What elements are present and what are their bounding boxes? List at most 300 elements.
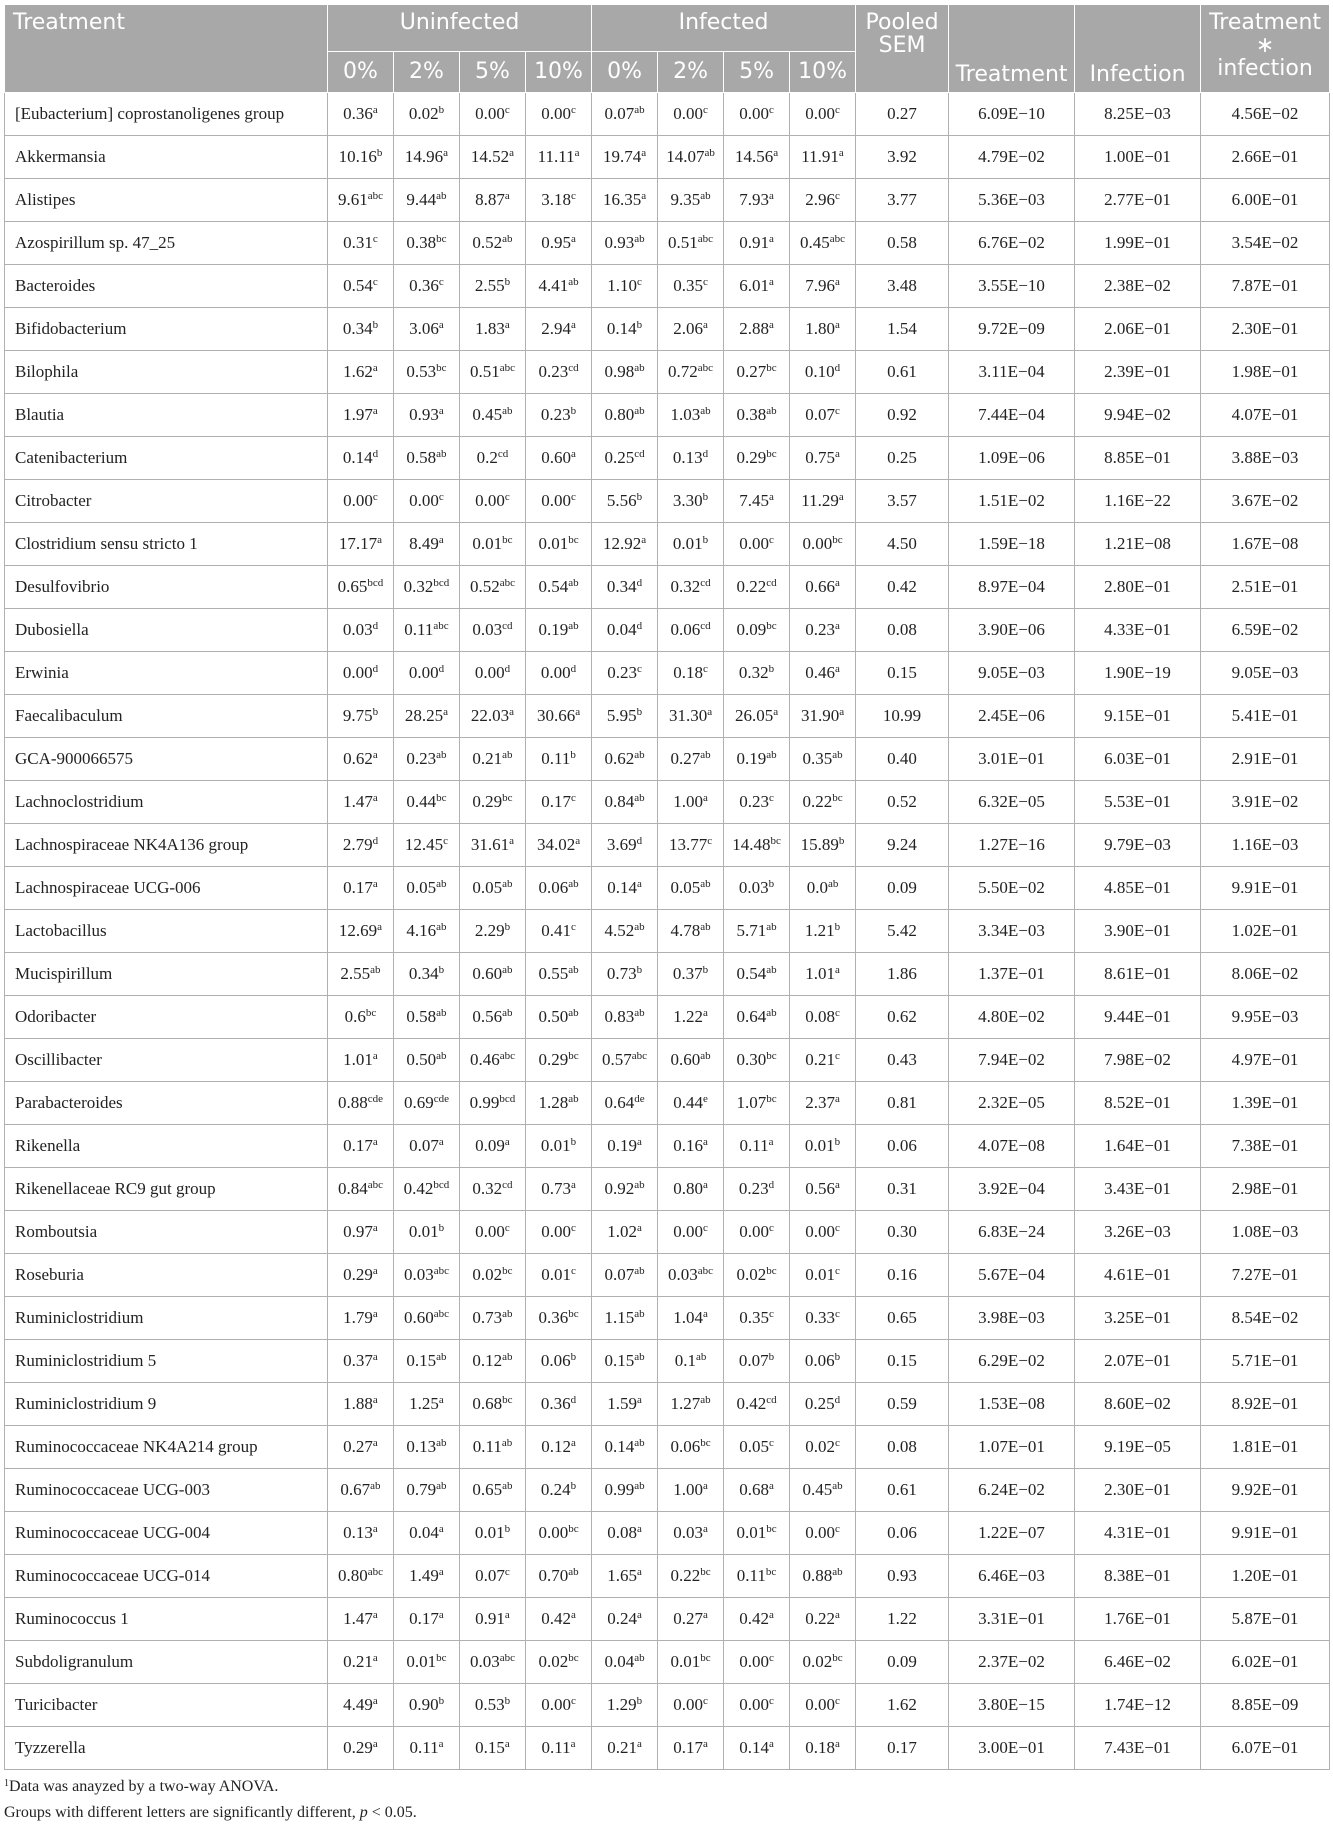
p-treatment-cell: 6.76E−02 — [949, 222, 1075, 265]
header-p-interaction: Treatment ∗ infection — [1201, 5, 1330, 93]
mean-value: 12.45 — [404, 835, 444, 854]
significance-letters: ab — [766, 964, 777, 976]
significance-letters: ab — [502, 878, 513, 890]
significance-letters: b — [438, 1222, 445, 1234]
significance-letters: ab — [436, 1050, 447, 1062]
mean-value: 0.30 — [736, 1050, 767, 1069]
p-interaction-cell: 2.30E−01 — [1201, 308, 1330, 351]
infected-value-cell — [724, 1340, 790, 1383]
significance-letters: a — [377, 921, 383, 933]
uninfected-value-cell — [394, 953, 460, 996]
mean-value: 0.03 — [673, 1523, 703, 1542]
uninfected-value-cell — [526, 1598, 592, 1641]
uninfected-value-cell — [460, 781, 526, 824]
taxon-name: Parabacteroides — [5, 1082, 328, 1125]
mean-value: 0.23 — [540, 405, 571, 424]
mean-value: 0.52 — [472, 233, 503, 252]
significance-letters: abc — [367, 190, 383, 202]
mean-value: 15.89 — [800, 835, 839, 854]
infected-value-cell — [592, 179, 658, 222]
infected-value-cell — [658, 695, 724, 738]
significance-letters: c — [570, 921, 576, 933]
uninfected-value-cell — [394, 93, 460, 136]
significance-letters: d — [372, 448, 379, 460]
table-row — [5, 1082, 1330, 1125]
p-interaction-cell: 7.87E−01 — [1201, 265, 1330, 308]
taxon-name: Roseburia — [5, 1254, 328, 1297]
p-infection-cell: 1.99E−01 — [1075, 222, 1201, 265]
pooled-sem-cell: 0.27 — [856, 93, 949, 136]
pooled-sem-cell: 0.92 — [856, 394, 949, 437]
uninfected-value-cell — [526, 695, 592, 738]
significance-letters: a — [509, 706, 515, 718]
p-infection-cell: 8.61E−01 — [1075, 953, 1201, 996]
significance-letters: b — [438, 964, 445, 976]
mean-value: 1.62 — [343, 362, 373, 381]
mean-value: 0.69 — [403, 1093, 434, 1112]
uninfected-value-cell — [328, 1211, 394, 1254]
taxon-name: GCA-900066575 — [5, 738, 328, 781]
mean-value: 13.77 — [668, 835, 708, 854]
infected-value-cell — [592, 1297, 658, 1340]
significance-letters: ab — [502, 749, 513, 761]
uninfected-value-cell — [460, 566, 526, 609]
significance-letters: a — [570, 1738, 576, 1750]
uninfected-value-cell — [328, 781, 394, 824]
mean-value: 5.56 — [606, 491, 637, 510]
infected-value-cell — [658, 996, 724, 1039]
mean-value: 9.35 — [670, 190, 701, 209]
mean-value: 0.07 — [409, 1136, 439, 1155]
mean-value: 0.53 — [474, 1695, 505, 1714]
mean-value: 0.11 — [409, 1738, 439, 1757]
uninfected-value-cell — [526, 1168, 592, 1211]
significance-letters: a — [702, 1179, 708, 1191]
p-treatment-cell: 1.22E−07 — [949, 1512, 1075, 1555]
significance-letters: a — [768, 1738, 774, 1750]
infected-value-cell — [790, 394, 856, 437]
mean-value: 0.80 — [337, 1566, 368, 1585]
p-infection-cell: 7.98E−02 — [1075, 1039, 1201, 1082]
mean-value: 0.54 — [538, 577, 569, 596]
infected-value-cell — [724, 1598, 790, 1641]
significance-letters: cd — [700, 577, 711, 589]
pooled-sem-cell: 4.50 — [856, 523, 949, 566]
mean-value: 4.41 — [538, 276, 569, 295]
mean-value: 0.60 — [541, 448, 571, 467]
significance-letters: a — [372, 1652, 378, 1664]
mean-value: 0.83 — [604, 1007, 635, 1026]
infected-value-cell — [658, 1297, 724, 1340]
significance-letters: bc — [766, 1093, 777, 1105]
significance-letters: b — [636, 964, 643, 976]
significance-letters: a — [702, 792, 708, 804]
significance-letters: a — [636, 1523, 642, 1535]
pooled-sem-cell: 0.16 — [856, 1254, 949, 1297]
infected-value-cell — [724, 523, 790, 566]
significance-letters: b — [838, 835, 845, 847]
table-row — [5, 824, 1330, 867]
p-infection-cell: 8.85E−01 — [1075, 437, 1201, 480]
mean-value: 0.00 — [541, 104, 571, 123]
mean-value: 0.29 — [538, 1050, 569, 1069]
footnote-significance — [4, 1804, 417, 1822]
significance-letters: ab — [832, 1480, 843, 1492]
mean-value: 0.23 — [538, 362, 569, 381]
infected-value-cell — [658, 351, 724, 394]
mean-value: 2.55 — [340, 964, 371, 983]
taxon-name: Erwinia — [5, 652, 328, 695]
significance-letters: c — [702, 276, 708, 288]
mean-value: 11.29 — [801, 491, 839, 510]
infected-value-cell — [658, 523, 724, 566]
infected-value-cell — [658, 1168, 724, 1211]
significance-letters: cd — [568, 362, 579, 374]
significance-letters: ab — [766, 921, 777, 933]
uninfected-value-cell — [460, 953, 526, 996]
mean-value: 0.00 — [343, 491, 373, 510]
significance-letters: ab — [700, 749, 711, 761]
significance-letters: ab — [634, 1351, 645, 1363]
p-infection-cell: 8.60E−02 — [1075, 1383, 1201, 1426]
significance-letters: a — [509, 147, 515, 159]
p-treatment-cell: 4.07E−08 — [949, 1125, 1075, 1168]
mean-value: 17.17 — [338, 534, 378, 553]
significance-letters: d — [372, 663, 379, 675]
p-treatment-cell: 4.79E−02 — [949, 136, 1075, 179]
mean-value: 1.04 — [673, 1308, 703, 1327]
uninfected-value-cell — [328, 136, 394, 179]
mean-value: 1.21 — [804, 921, 835, 940]
mean-value: 0.07 — [475, 1566, 505, 1585]
uninfected-value-cell — [328, 1039, 394, 1082]
significance-letters: b — [636, 319, 643, 331]
uninfected-value-cell — [460, 1469, 526, 1512]
significance-letters: bcd — [433, 577, 450, 589]
taxon-name: Desulfovibrio — [5, 566, 328, 609]
mean-value: 1.88 — [343, 1394, 373, 1413]
p-treatment-cell: 3.34E−03 — [949, 910, 1075, 953]
mean-value: 0.15 — [406, 1351, 437, 1370]
mean-value: 1.07 — [736, 1093, 767, 1112]
pooled-sem-cell: 0.31 — [856, 1168, 949, 1211]
p-interaction-cell: 7.27E−01 — [1201, 1254, 1330, 1297]
mean-value: 19.74 — [602, 147, 642, 166]
mean-value: 0.42 — [541, 1609, 571, 1628]
mean-value: 1.00 — [673, 1480, 703, 1499]
mean-value: 0.01 — [538, 534, 569, 553]
significance-letters: bc — [568, 534, 579, 546]
significance-letters: bc — [568, 1050, 579, 1062]
significance-letters: abc — [367, 1566, 383, 1578]
significance-letters: d — [636, 620, 643, 632]
significance-letters: a — [834, 448, 840, 460]
significance-letters: c — [636, 276, 642, 288]
mean-value: 1.65 — [607, 1566, 637, 1585]
mean-value: 0.14 — [739, 1738, 769, 1757]
mean-value: 14.96 — [404, 147, 444, 166]
uninfected-value-cell — [394, 179, 460, 222]
uninfected-value-cell — [526, 566, 592, 609]
mean-value: 1.22 — [673, 1007, 703, 1026]
uninfected-value-cell — [394, 1426, 460, 1469]
p-interaction-cell: 6.07E−01 — [1201, 1727, 1330, 1770]
uninfected-value-cell — [526, 738, 592, 781]
uninfected-value-cell — [394, 1684, 460, 1727]
uninfected-value-cell — [460, 480, 526, 523]
significance-letters: bc — [365, 1007, 377, 1019]
infected-value-cell — [790, 1426, 856, 1469]
uninfected-value-cell — [394, 1297, 460, 1340]
mean-value: 0.12 — [472, 1351, 503, 1370]
uninfected-value-cell — [460, 1125, 526, 1168]
significance-letters: a — [372, 1394, 378, 1406]
table-row — [5, 566, 1330, 609]
mean-value: 0.08 — [607, 1523, 637, 1542]
header-p-infection: Infection — [1075, 5, 1201, 93]
infected-value-cell — [592, 1039, 658, 1082]
significance-letters: c — [504, 1566, 510, 1578]
mean-value: 1.80 — [805, 319, 835, 338]
header-uninfected-10: 10% — [526, 52, 592, 93]
infected-value-cell — [592, 1254, 658, 1297]
infected-value-cell — [790, 652, 856, 695]
infected-value-cell — [724, 1383, 790, 1426]
uninfected-value-cell — [394, 351, 460, 394]
infected-value-cell — [790, 351, 856, 394]
mean-value: 0.38 — [736, 405, 767, 424]
p-treatment-cell: 4.80E−02 — [949, 996, 1075, 1039]
uninfected-value-cell — [394, 308, 460, 351]
mean-value: 0.84 — [604, 792, 635, 811]
mean-value: 7.45 — [739, 491, 769, 510]
significance-letters: b — [636, 491, 643, 503]
mean-value: 0.34 — [342, 319, 373, 338]
mean-value: 4.49 — [343, 1695, 373, 1714]
p-infection-cell: 6.46E−02 — [1075, 1641, 1201, 1684]
infected-value-cell — [724, 695, 790, 738]
infected-value-cell — [790, 1598, 856, 1641]
significance-letters: cd — [634, 448, 645, 460]
mean-value: 0.08 — [805, 1007, 835, 1026]
significance-letters: a — [570, 319, 576, 331]
infected-value-cell — [592, 695, 658, 738]
p-infection-cell: 2.77E−01 — [1075, 179, 1201, 222]
mean-value: 0.33 — [805, 1308, 835, 1327]
pooled-sem-cell: 0.62 — [856, 996, 949, 1039]
infected-value-cell — [658, 652, 724, 695]
data-table-container — [4, 4, 1329, 1770]
significance-letters: ab — [568, 620, 579, 632]
infected-value-cell — [658, 1082, 724, 1125]
mean-value: 1.01 — [343, 1050, 373, 1069]
mean-value: 0.73 — [541, 1179, 571, 1198]
mean-value: 0.02 — [805, 1437, 835, 1456]
significance-letters: ab — [634, 1652, 645, 1664]
significance-letters: ab — [568, 878, 579, 890]
uninfected-value-cell — [328, 566, 394, 609]
mean-value: 0.04 — [409, 1523, 439, 1542]
infected-value-cell — [790, 308, 856, 351]
significance-letters: a — [768, 190, 774, 202]
significance-letters: a — [372, 104, 378, 116]
uninfected-value-cell — [394, 265, 460, 308]
uninfected-value-cell — [328, 1168, 394, 1211]
significance-letters: ab — [436, 1007, 447, 1019]
mean-value: 0.09 — [736, 620, 767, 639]
significance-letters: c — [636, 663, 642, 675]
uninfected-value-cell — [394, 566, 460, 609]
significance-letters: c — [702, 663, 708, 675]
significance-letters: a — [768, 233, 774, 245]
significance-letters: c — [768, 1695, 774, 1707]
significance-letters: ab — [568, 577, 579, 589]
uninfected-value-cell — [394, 1168, 460, 1211]
significance-letters: bc — [568, 1523, 579, 1535]
mean-value: 0.42 — [739, 1609, 769, 1628]
mean-value: 0.12 — [541, 1437, 571, 1456]
mean-value: 0.23 — [805, 620, 835, 639]
uninfected-value-cell — [460, 1641, 526, 1684]
mean-value: 0.64 — [604, 1093, 635, 1112]
mean-value: 0.27 — [670, 749, 701, 768]
p-infection-cell: 9.44E−01 — [1075, 996, 1201, 1039]
pooled-sem-cell: 1.22 — [856, 1598, 949, 1641]
significance-letters: a — [702, 1738, 708, 1750]
p-interaction-cell: 2.66E−01 — [1201, 136, 1330, 179]
p-treatment-cell: 7.44E−04 — [949, 394, 1075, 437]
infected-value-cell — [592, 1469, 658, 1512]
significance-letters: bcd — [433, 1179, 450, 1191]
infected-value-cell — [592, 1340, 658, 1383]
infected-value-cell — [790, 609, 856, 652]
table-row — [5, 308, 1330, 351]
infected-value-cell — [724, 1297, 790, 1340]
significance-letters: bc — [765, 1566, 777, 1578]
infected-value-cell — [790, 781, 856, 824]
header-uninfected-2: 2% — [394, 52, 460, 93]
mean-value: 0.23 — [406, 749, 437, 768]
pooled-sem-cell: 3.92 — [856, 136, 949, 179]
mean-value: 1.47 — [343, 1609, 373, 1628]
uninfected-value-cell — [460, 1340, 526, 1383]
p-treatment-cell: 3.80E−15 — [949, 1684, 1075, 1727]
significance-letters: b — [504, 1695, 511, 1707]
p-treatment-cell: 6.46E−03 — [949, 1555, 1075, 1598]
infected-value-cell — [790, 1254, 856, 1297]
p-interaction-cell: 2.98E−01 — [1201, 1168, 1330, 1211]
uninfected-value-cell — [328, 1641, 394, 1684]
uninfected-value-cell — [328, 93, 394, 136]
abundance-table — [4, 4, 1330, 1770]
mean-value: 0.14 — [604, 1437, 635, 1456]
significance-letters: bc — [568, 1308, 579, 1320]
significance-letters: a — [773, 706, 779, 718]
significance-letters: ab — [634, 749, 645, 761]
uninfected-value-cell — [526, 136, 592, 179]
mean-value: 0.21 — [343, 1652, 373, 1671]
p-treatment-cell: 1.53E−08 — [949, 1383, 1075, 1426]
mean-value: 2.06 — [673, 319, 703, 338]
p-infection-cell: 2.38E−02 — [1075, 265, 1201, 308]
significance-letters: b — [372, 319, 379, 331]
p-interaction-cell: 1.20E−01 — [1201, 1555, 1330, 1598]
uninfected-value-cell — [394, 867, 460, 910]
uninfected-value-cell — [460, 738, 526, 781]
p-interaction-cell: 9.91E−01 — [1201, 867, 1330, 910]
p-treatment-cell: 6.83E−24 — [949, 1211, 1075, 1254]
significance-letters: a — [377, 534, 383, 546]
significance-letters: a — [838, 147, 844, 159]
uninfected-value-cell — [328, 738, 394, 781]
mean-value: 12.69 — [338, 921, 378, 940]
mean-value: 0.17 — [673, 1738, 703, 1757]
mean-value: 0.03 — [342, 620, 373, 639]
footnote-threshold: < 0.05. — [367, 1804, 417, 1821]
infected-value-cell — [790, 1125, 856, 1168]
infected-value-cell — [724, 609, 790, 652]
significance-letters: c — [834, 104, 840, 116]
uninfected-value-cell — [460, 996, 526, 1039]
infected-value-cell — [790, 265, 856, 308]
uninfected-value-cell — [526, 910, 592, 953]
mean-value: 0.00 — [739, 104, 769, 123]
mean-value: 0.02 — [736, 1265, 767, 1284]
infected-value-cell — [592, 308, 658, 351]
uninfected-value-cell — [526, 1469, 592, 1512]
significance-letters: c — [570, 1695, 576, 1707]
p-treatment-cell: 8.97E−04 — [949, 566, 1075, 609]
mean-value: 0.03 — [738, 878, 769, 897]
significance-letters: a — [641, 190, 647, 202]
mean-value: 0.56 — [472, 1007, 503, 1026]
mean-value: 0.88 — [337, 1093, 368, 1112]
uninfected-value-cell — [526, 1383, 592, 1426]
mean-value: 0.06 — [804, 1351, 835, 1370]
uninfected-value-cell — [328, 609, 394, 652]
p-interaction-cell: 3.88E−03 — [1201, 437, 1330, 480]
significance-letters: cd — [497, 448, 509, 460]
taxon-name: Tyzzerella — [5, 1727, 328, 1770]
significance-letters: c — [834, 1308, 840, 1320]
significance-letters: a — [702, 319, 708, 331]
mean-value: 0.11 — [472, 1437, 502, 1456]
p-treatment-cell: 1.27E−16 — [949, 824, 1075, 867]
significance-letters: abc — [433, 1308, 449, 1320]
mean-value: 0.36 — [538, 1308, 569, 1327]
infected-value-cell — [592, 652, 658, 695]
significance-letters: c — [570, 190, 576, 202]
p-treatment-cell: 2.32E−05 — [949, 1082, 1075, 1125]
uninfected-value-cell — [460, 1555, 526, 1598]
mean-value: 0.65 — [472, 1480, 503, 1499]
infected-value-cell — [658, 437, 724, 480]
table-row — [5, 1469, 1330, 1512]
p-interaction-cell: 8.92E−01 — [1201, 1383, 1330, 1426]
significance-letters: a — [839, 706, 845, 718]
mean-value: 0.01 — [804, 1136, 835, 1155]
mean-value: 0.91 — [475, 1609, 505, 1628]
p-interaction-cell: 9.91E−01 — [1201, 1512, 1330, 1555]
significance-letters: abc — [829, 233, 846, 245]
infected-value-cell — [658, 222, 724, 265]
infected-value-cell — [790, 566, 856, 609]
significance-letters: c — [702, 104, 708, 116]
mean-value: 9.44 — [406, 190, 437, 209]
mean-value: 0.03 — [403, 1265, 434, 1284]
uninfected-value-cell — [526, 308, 592, 351]
p-interaction-cell: 1.39E−01 — [1201, 1082, 1330, 1125]
